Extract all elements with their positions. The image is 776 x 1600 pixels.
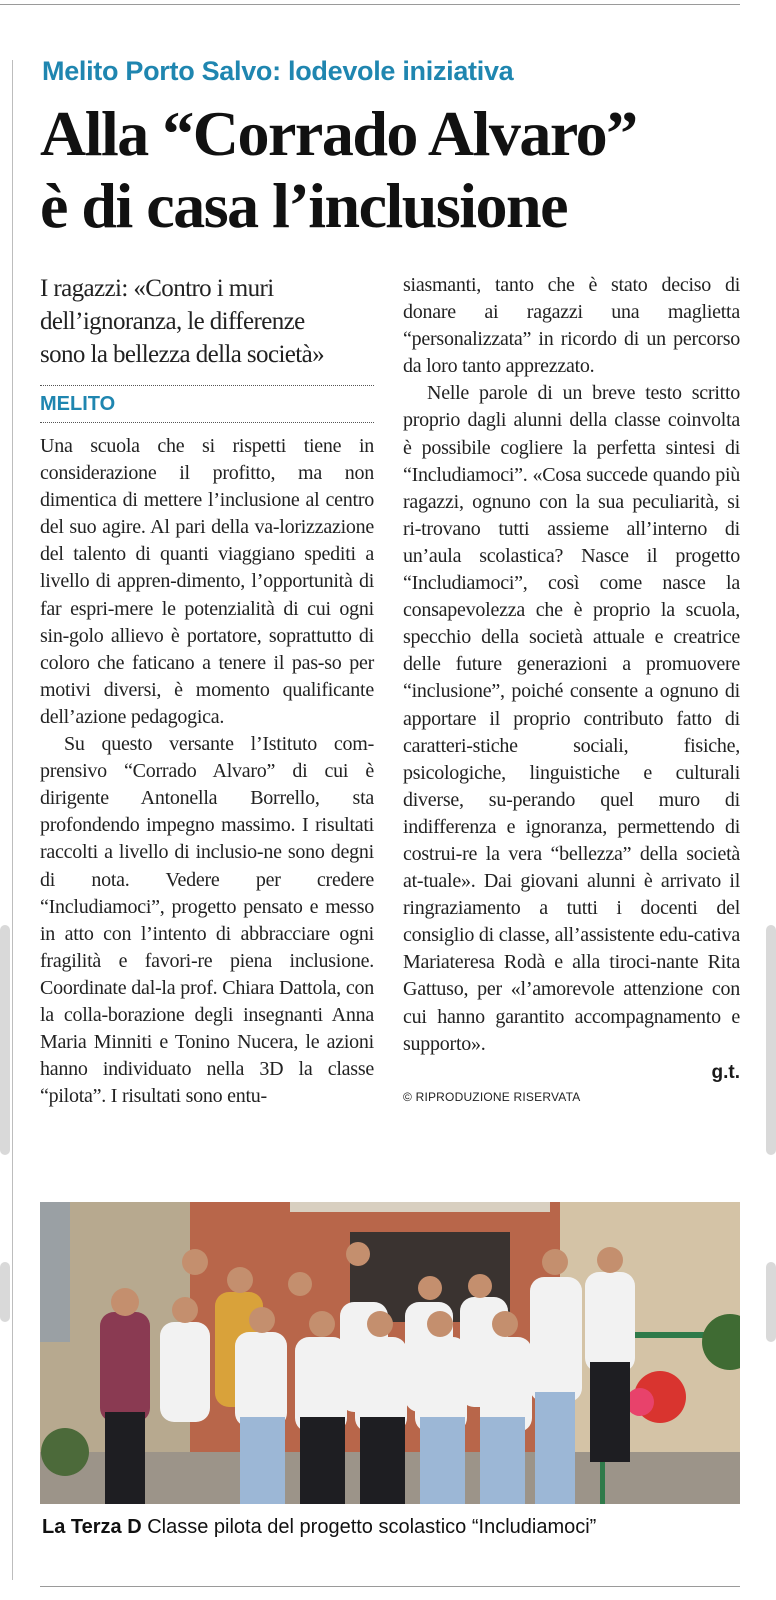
caption-label: La Terza D: [42, 1516, 142, 1538]
paragraph: Su questo versante l’Istituto com-prensivo “Corrado Alvaro” di cui è dirigente Antonella Borrello, sta profondendo impegno massimo. I risultati raccolti a livello di inclusio-ne sono degni di nota. Vedere per credere “Includiamoci”, progetto pensato e messo in atto con l’intento di abbracciare ogni fragilità e favori-re piena inclusione. Coordinate dal-la prof. Chiara Dattola, con la colla-borazione degli insegnanti Anna Maria Minniti e Tonino Nucera, le azioni hanno individuato nella 3D la classe “pilota”. I risultati sono entu-: [40, 733, 374, 1108]
right-scroll-tab: [766, 1262, 776, 1342]
right-column: [403, 272, 740, 1104]
divider: [40, 422, 374, 423]
headline: [40, 98, 740, 242]
column-rule: [12, 60, 13, 1580]
left-scroll-tab: [0, 1262, 10, 1322]
paragraph: Nelle parole di un breve testo scritto proprio dagli alunni della classe coinvolta è possibile cogliere la perfetta sintesi di “Includiamoci”. «Cosa succede quando più ragazzi, ognuno con la sua peculiarità, si ri-trovano tutti assieme all’interno di un’aula scolastica? Nasce il progetto “Includiamoci”, così come nasce la consapevolezza che è proprio la scuola, specchio della società attuale e creatrice delle future generazioni a promuovere “inclusione”, poiché consente a ognuno di apportare il proprio contributo fatto di caratteri-stiche sociali, fisiche, psicologiche, linguistiche e culturali diverse, su-perando quel muro di indifferenza e ignoranza, permettendo di costrui-re la vera “bellezza” della società at-tuale». Dai giovani alunni è arrivato il ringraziamento a tutti i docenti del consiglio di classe, all’assistente edu-cativa Mariateresa Rodà e alla tiroci-nante Rita Gattuso, per «l’amorevole attenzione con cui hanno garantito accompagnamento e supporto».: [403, 382, 740, 1055]
headline-line-2: è di casa l’inclusione: [40, 170, 568, 241]
headline-line-1: Alla “Corrado Alvaro”: [40, 98, 637, 169]
left-scroll-tab: [0, 925, 10, 1155]
copyright-notice: © RIPRODUZIONE RISERVATA: [403, 1089, 581, 1104]
deck-line-2: dell’ignoranza, le differenze: [40, 308, 305, 335]
dateline: MELITO: [40, 393, 116, 415]
kicker: Melito Porto Salvo: lodevole iniziativa: [42, 56, 514, 86]
deck-line-3: sono la bellezza della società»: [40, 341, 325, 368]
photo-caption: [42, 1516, 596, 1539]
group-photo-illustration: [40, 1202, 740, 1504]
bottom-rule: [40, 1586, 740, 1587]
group-photo: [40, 1202, 740, 1504]
right-scroll-tab: [766, 925, 776, 1155]
paragraph: siasmanti, tanto che è stato deciso di donare ai ragazzi una maglietta “personalizzata” in ricordo di un percorso da loro tanto apprezzato.: [403, 274, 740, 378]
left-column: [40, 272, 374, 1110]
paragraph: Una scuola che si rispetti tiene in considerazione il profitto, ma non dimentica di mettere l’inclusione al centro del suo agire. Al pari della va-lorizzazione del talento di quanti viaggiano spediti a livello di appren-dimento, l’opportunità di far espri-mere le potenzialità di cui ogni sin-golo allievo è portatore, soprattutto di coloro che faticano a tenere il pas-so per motivi diversi, è momento qualificante dell’azione pedagogica.: [40, 435, 374, 728]
top-rule: [0, 4, 740, 5]
caption-text: Classe pilota del progetto scolastico “Includiamoci”: [147, 1516, 597, 1538]
deck: [40, 272, 374, 371]
deck-line-1: I ragazzi: «Contro i muri: [40, 275, 274, 302]
author-signature: g.t.: [711, 1061, 740, 1083]
